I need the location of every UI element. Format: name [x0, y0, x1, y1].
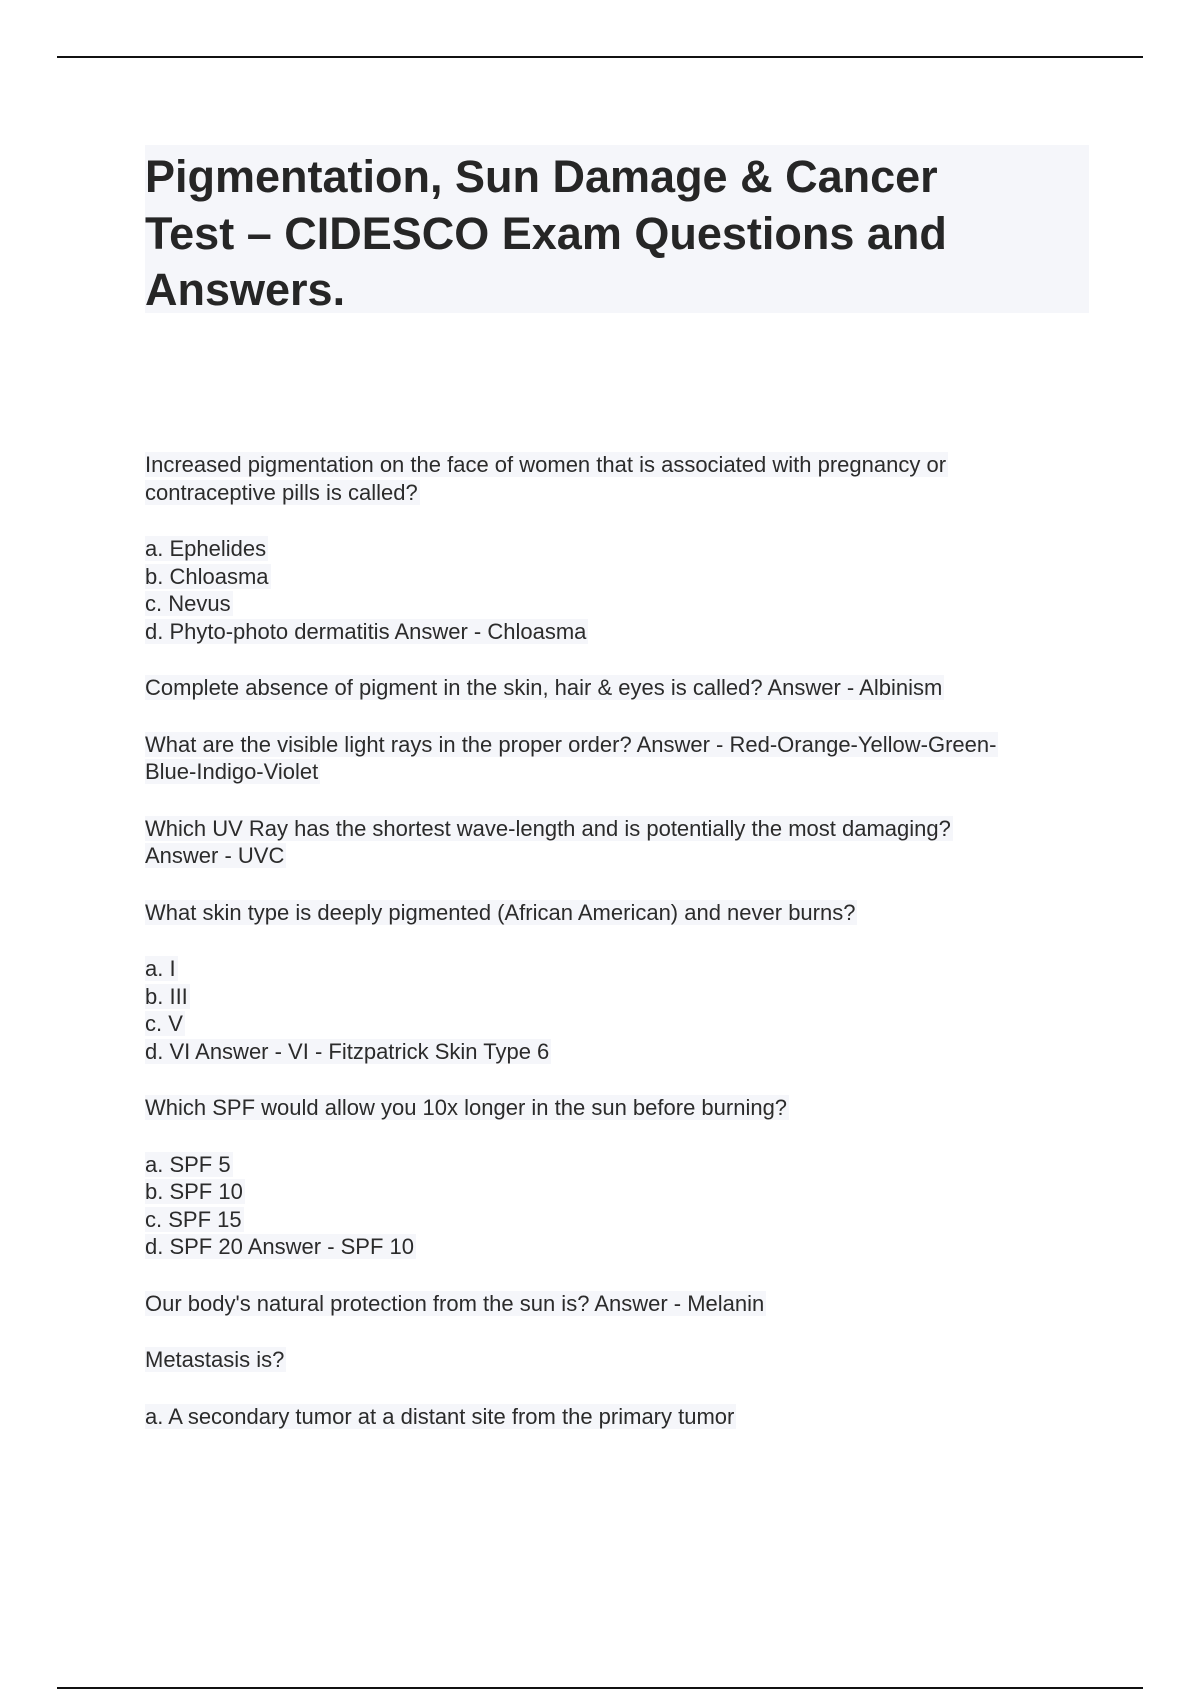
- option-line: d. VI Answer - VI - Fitzpatrick Skin Type 6: [145, 1038, 550, 1064]
- question-text-line: Our body's natural protection from the sun is? Answer - Melanin: [145, 1290, 765, 1316]
- question-text-line: contraceptive pills is called?: [145, 479, 418, 505]
- title-line: Pigmentation, Sun Damage & Cancer: [145, 151, 938, 202]
- question-text-line: Blue-Indigo-Violet: [145, 759, 319, 784]
- answer-options: [145, 955, 1095, 1065]
- question-paragraph: [145, 1094, 1095, 1122]
- option-line: a. SPF 5: [145, 1151, 231, 1177]
- option-line: b. SPF 10: [145, 1179, 243, 1204]
- answer-options: [145, 1151, 1095, 1261]
- option-line: b. Chloasma: [145, 563, 269, 589]
- answer-options: [145, 535, 1095, 645]
- question-paragraph: [145, 451, 1095, 506]
- question-text-line: Increased pigmentation on the face of women that is associated with pregnancy or: [145, 452, 947, 477]
- question-list: [145, 451, 1095, 1459]
- question-text-line: Answer - UVC: [145, 843, 285, 868]
- question-paragraph: [145, 1290, 1095, 1318]
- option-line: a. A secondary tumor at a distant site from the primary tumor: [145, 1403, 735, 1429]
- option-line: d. Phyto-photo dermatitis Answer - Chloasma: [145, 618, 587, 644]
- title-line: Answers.: [145, 264, 346, 315]
- option-line: b. III: [145, 983, 188, 1009]
- question-text-line: Metastasis is?: [145, 1347, 285, 1372]
- option-line: c. SPF 15: [145, 1206, 242, 1232]
- option-line: a. Ephelides: [145, 536, 267, 561]
- document-title: [145, 145, 1089, 313]
- option-line: d. SPF 20 Answer - SPF 10: [145, 1234, 415, 1259]
- question-text-line: Which SPF would allow you 10x longer in the sun before burning?: [145, 1095, 788, 1120]
- question-text-line: What skin type is deeply pigmented (African American) and never burns?: [145, 899, 856, 925]
- option-line: a. I: [145, 956, 176, 981]
- answer-options: [145, 1403, 1095, 1431]
- top-rule: [57, 56, 1143, 58]
- question-paragraph: [145, 815, 1095, 870]
- question-text-line: Complete absence of pigment in the skin, hair & eyes is called? Answer - Albinism: [145, 675, 943, 700]
- question-text-line: What are the visible light rays in the proper order? Answer - Red-Orange-Yellow-Green-: [145, 731, 997, 757]
- question-paragraph: [145, 899, 1095, 927]
- option-line: c. V: [145, 1011, 183, 1036]
- question-text-line: Which UV Ray has the shortest wave-length and is potentially the most damaging?: [145, 815, 951, 841]
- title-line: Test – CIDESCO Exam Questions and: [145, 207, 947, 259]
- question-paragraph: [145, 731, 1095, 786]
- question-paragraph: [145, 674, 1095, 702]
- option-line: c. Nevus: [145, 591, 231, 616]
- bottom-rule: [57, 1687, 1143, 1689]
- question-paragraph: [145, 1346, 1095, 1374]
